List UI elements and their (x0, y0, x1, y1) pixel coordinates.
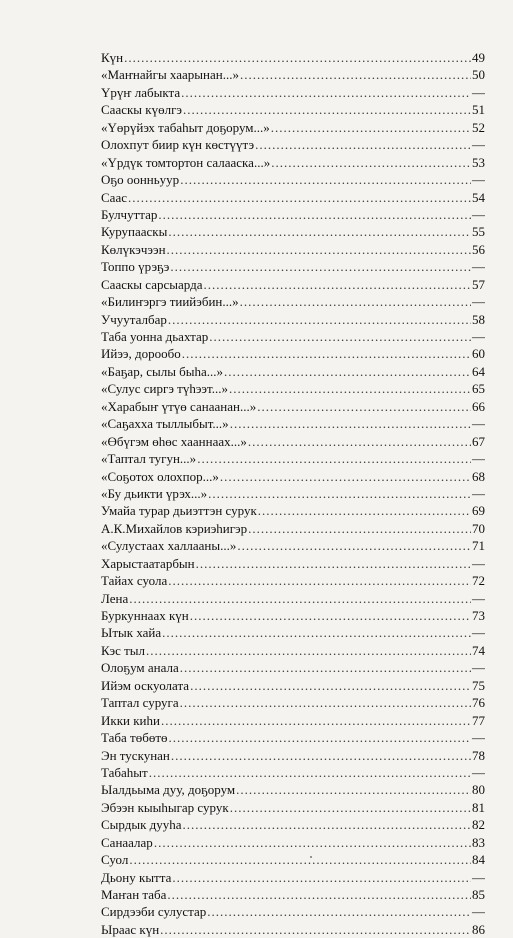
toc-entry-page-number: 85 (472, 887, 485, 902)
dot-leader (171, 747, 471, 764)
dot-leader (161, 712, 471, 729)
dot-leader (220, 468, 471, 485)
toc-entry-page-number: 70 (472, 520, 485, 536)
toc-entry (101, 450, 485, 467)
toc-entry (101, 433, 485, 450)
toc-entry-page-number: 69 (472, 503, 485, 519)
toc-entry-title: Учууталбар (101, 311, 167, 327)
dot-leader (237, 537, 471, 554)
toc-entry-page-number: 81 (472, 799, 485, 815)
toc-entry-title: Ийэм оскуолата (101, 677, 190, 693)
dot-leader (158, 206, 471, 223)
dot-leader (149, 764, 471, 781)
dot-leader (181, 84, 471, 101)
toc-entry-title: Ыраас күн (101, 921, 160, 937)
toc-entry (101, 189, 485, 206)
dot-leader (190, 677, 471, 694)
toc-entry-title: Ытык хайа (101, 625, 162, 641)
toc-entry-title: «Өбүгэм өһөс хааннаах...» (101, 433, 247, 449)
dot-leader (208, 485, 471, 502)
dot-leader (183, 816, 471, 833)
toc-entry-title: «Саҕахха тыллыбыт...» (101, 416, 229, 432)
dot-leader (129, 590, 471, 607)
toc-entry-page-number: — (472, 294, 485, 310)
toc-entry (101, 764, 485, 781)
toc-entry-title: Таба төбөтө (101, 730, 168, 746)
toc-entry (101, 729, 485, 746)
dot-leader (230, 415, 471, 432)
toc-entry-page-number: 83 (472, 834, 485, 850)
toc-entry-title: «Сулус сиргэ түһээт...» (101, 381, 228, 397)
toc-entry-title: Көлүкэчээн (101, 241, 166, 257)
toc-entry-title: Харыстаатарбын (101, 555, 195, 571)
toc-entry-title: Оҕо оонньуур (101, 172, 180, 188)
dot-leader (248, 520, 471, 537)
toc-entry-page-number: 55 (472, 224, 485, 240)
toc-entry (101, 468, 485, 485)
toc-entry-page-number: 56 (472, 241, 485, 257)
toc-entry-title: Умайа турар дьиэттэн сурук (101, 503, 257, 519)
toc-entry (101, 311, 485, 328)
toc-entry (101, 781, 485, 798)
toc-entry-title: «Соҕотох олохпор...» (101, 468, 219, 484)
toc-entry-page-number: — (472, 206, 485, 222)
toc-entry-title: Суол (101, 852, 129, 868)
toc-entry-title: «Маҥнайгы хаарынан...» (101, 67, 239, 83)
table-of-contents (101, 49, 485, 938)
toc-entry-page-number: 74 (472, 642, 485, 658)
dot-leader (168, 572, 471, 589)
toc-entry-page-number: 54 (472, 189, 485, 205)
toc-entry (101, 869, 485, 886)
toc-entry-page-number: 51 (472, 102, 485, 118)
toc-entry-page-number: — (472, 172, 485, 188)
toc-entry-title: Үрүҥ лабыкта (101, 84, 181, 100)
toc-entry-title: Сырдык дууһа (101, 817, 182, 833)
toc-entry-title: «Харабыҥ үтүө санаанан...» (101, 398, 257, 414)
toc-entry (101, 834, 485, 851)
toc-entry-title: «Билиҥэргэ тиийэбин...» (101, 294, 239, 310)
toc-entry (101, 520, 485, 537)
toc-entry (101, 49, 485, 66)
toc-entry (101, 363, 485, 380)
dot-leader (224, 363, 471, 380)
toc-entry-page-number: 65 (472, 381, 485, 397)
toc-entry-title: Таптал суруга (101, 695, 179, 711)
dot-leader (240, 66, 471, 83)
toc-entry-title: Кэс тыл (101, 642, 146, 658)
toc-entry (101, 398, 485, 415)
toc-entry-page-number: 68 (472, 468, 485, 484)
toc-entry (101, 712, 485, 729)
toc-entry-title: Сааскы сарсыарда (101, 276, 203, 292)
toc-entry (101, 624, 485, 641)
toc-entry-page-number: — (472, 84, 485, 100)
dot-leader (271, 119, 471, 136)
toc-entry (101, 851, 485, 868)
toc-entry (101, 380, 485, 397)
toc-entry-title: «Таптал тугун...» (101, 451, 197, 467)
toc-entry-page-number: — (472, 485, 485, 501)
dot-leader (169, 729, 472, 746)
toc-entry (101, 293, 485, 310)
toc-entry-page-number: — (472, 625, 485, 641)
toc-entry-page-number: — (472, 416, 485, 432)
toc-entry-title: Икки киһи (101, 712, 160, 728)
dot-leader (128, 189, 471, 206)
toc-entry-title: Сааскы күөлгэ (101, 102, 182, 118)
dot-leader (229, 380, 471, 397)
toc-entry-title: «Үөрүйэх табаһыт доҕорум...» (101, 119, 270, 135)
toc-entry (101, 747, 485, 764)
toc-entry-title: «Үрдүк томтортон салааска...» (101, 154, 271, 170)
dot-leader (162, 624, 471, 641)
dot-leader (168, 311, 471, 328)
toc-entry (101, 886, 485, 903)
toc-entry (101, 101, 485, 118)
toc-entry (101, 799, 485, 816)
toc-entry-title: «Сулустаах халлааны...» (101, 538, 237, 554)
toc-entry-title: Ийээ, дорообо (101, 346, 181, 362)
toc-entry-page-number: 80 (472, 782, 485, 798)
toc-entry-page-number: 57 (472, 276, 485, 292)
dot-leader (172, 869, 471, 886)
toc-entry-page-number: 82 (472, 817, 485, 833)
dot-leader (209, 328, 471, 345)
toc-entry (101, 276, 485, 293)
toc-entry-title: Олохпут биир күн көстүүтэ (101, 137, 255, 153)
toc-entry-page-number: — (472, 259, 485, 275)
toc-entry-page-number: — (472, 590, 485, 606)
toc-entry (101, 921, 485, 938)
toc-entry-title: Дьону кытта (101, 869, 172, 885)
toc-entry-page-number: — (472, 555, 485, 571)
toc-entry (101, 555, 485, 572)
dot-leader (182, 345, 471, 362)
toc-entry-page-number: 75 (472, 677, 485, 693)
toc-entry-title: Буркуннаах күн (101, 608, 189, 623)
toc-entry-page-number: — (472, 451, 485, 467)
dot-leader (207, 903, 471, 920)
toc-entry-title: Сирдээби сулустар (101, 904, 207, 920)
toc-entry-title: «Баҕар, сылы быһа...» (101, 363, 224, 379)
toc-entry (101, 572, 485, 589)
toc-entry (101, 816, 485, 833)
dot-leader (230, 799, 471, 816)
toc-entry-title: Эн тускунан (101, 747, 170, 763)
toc-entry-page-number: — (472, 764, 485, 780)
toc-entry-page-number: 76 (472, 695, 485, 711)
dot-leader (180, 659, 471, 676)
dot-leader (240, 293, 471, 310)
toc-entry-page-number: 52 (472, 119, 485, 135)
dot-leader (190, 607, 471, 624)
toc-entry-title: Тайах суола (101, 573, 168, 589)
dot-leader (197, 450, 471, 467)
toc-entry (101, 241, 485, 258)
toc-entry-page-number: 60 (472, 346, 485, 362)
toc-entry-title: Табаһыт (101, 764, 148, 780)
toc-entry-page-number: 77 (472, 712, 485, 728)
toc-entry-page-number: — (472, 869, 485, 885)
toc-entry-page-number: 49 (472, 50, 485, 65)
toc-entry-title: Лена (101, 590, 129, 606)
toc-entry-page-number: — (472, 329, 485, 344)
toc-entry-page-number: 72 (472, 573, 485, 589)
toc-entry-page-number: 73 (472, 608, 485, 623)
toc-entry-title: Таба уонна дьахтар (101, 329, 209, 344)
dot-leader (236, 781, 471, 798)
dot-leader (154, 834, 471, 851)
toc-entry (101, 485, 485, 502)
toc-entry (101, 694, 485, 711)
dot-leader (180, 171, 471, 188)
toc-entry (101, 903, 485, 920)
toc-entry (101, 607, 485, 624)
dot-leader (196, 555, 471, 572)
toc-entry-title: Курупааскы (101, 224, 168, 240)
dot-leader (129, 851, 471, 868)
toc-entry (101, 206, 485, 223)
toc-entry (101, 659, 485, 676)
toc-entry (101, 415, 485, 432)
dot-leader (203, 276, 471, 293)
toc-entry (101, 119, 485, 136)
toc-entry-page-number: 58 (472, 311, 485, 327)
toc-entry (101, 642, 485, 659)
toc-entry-page-number: 64 (472, 363, 485, 379)
dot-leader (255, 136, 471, 153)
toc-entry-title: Санаалар (101, 834, 153, 850)
dot-leader (167, 241, 471, 258)
dot-leader (168, 223, 471, 240)
toc-entry (101, 258, 485, 275)
dot-leader (167, 886, 471, 903)
toc-entry (101, 66, 485, 83)
scan-speck (310, 856, 312, 858)
toc-entry (101, 154, 485, 171)
toc-entry-title: Ыалдьыма дуу, доҕорум (101, 782, 236, 798)
toc-entry-page-number: 71 (472, 538, 485, 554)
toc-entry-page-number: — (472, 660, 485, 676)
toc-entry (101, 84, 485, 101)
dot-leader (146, 642, 471, 659)
toc-entry (101, 328, 485, 345)
dot-leader (183, 101, 471, 118)
toc-entry-page-number: 67 (472, 433, 485, 449)
toc-entry (101, 502, 485, 519)
dot-leader (248, 433, 471, 450)
toc-entry (101, 136, 485, 153)
toc-entry-title: «Бу дьикти үрэх...» (101, 485, 208, 501)
toc-entry-page-number: 78 (472, 747, 485, 763)
toc-entry-page-number: 84 (472, 852, 485, 868)
toc-entry (101, 590, 485, 607)
toc-entry (101, 537, 485, 554)
toc-entry-title: Күн (101, 50, 124, 65)
toc-entry-page-number: — (472, 137, 485, 153)
dot-leader (257, 398, 471, 415)
toc-entry-page-number: — (472, 904, 485, 920)
toc-entry-title: Маҥан таба (101, 887, 167, 902)
toc-entry-title: Олоҕум анала (101, 660, 179, 676)
dot-leader (180, 694, 471, 711)
toc-entry (101, 345, 485, 362)
toc-entry (101, 677, 485, 694)
toc-entry-page-number: 86 (472, 921, 485, 937)
toc-entry (101, 171, 485, 188)
toc-entry-title: Булчуттар (101, 206, 158, 222)
toc-entry-page-number: 50 (472, 67, 485, 83)
toc-entry-title: Топпо үрэҕэ (101, 259, 170, 275)
toc-entry-page-number: 66 (472, 398, 485, 414)
dot-leader (271, 154, 471, 171)
toc-entry-page-number: 53 (472, 154, 485, 170)
dot-leader (170, 258, 471, 275)
dot-leader (124, 49, 471, 66)
dot-leader (160, 921, 471, 938)
toc-entry-title: Эбээн кыыһыгар сурук (101, 799, 229, 815)
toc-entry-page-number: — (472, 730, 485, 746)
toc-entry-title: Саас (101, 189, 127, 205)
dot-leader (258, 502, 471, 519)
toc-entry-title: А.К.Михайлов кэриэһигэр (101, 520, 248, 536)
toc-entry (101, 223, 485, 240)
